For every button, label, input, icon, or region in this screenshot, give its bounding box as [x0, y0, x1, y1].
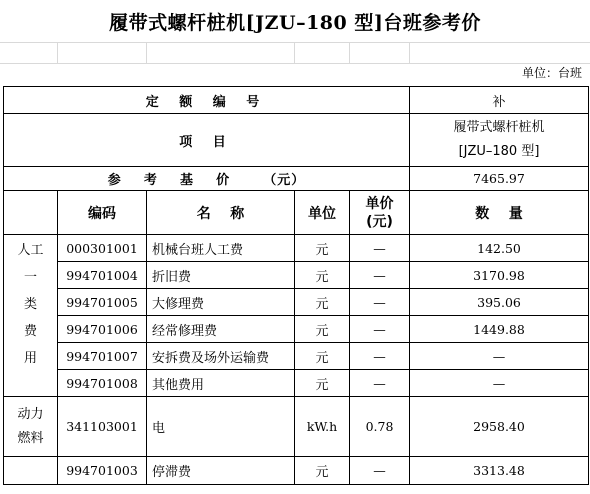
table-row	[4, 370, 589, 397]
row-name: 大修理费	[147, 289, 295, 316]
row-qty: 3170.98	[410, 262, 589, 289]
price-table	[3, 86, 589, 485]
row-unit: kW.h	[295, 397, 350, 457]
row-unit: 元	[295, 316, 350, 343]
category-char-empty	[4, 370, 58, 397]
quota-number-label: 定 额 编 号	[4, 87, 410, 114]
row-code: 341103001	[58, 397, 147, 457]
category-power-fuel-line1: 动力	[17, 406, 44, 422]
unit-label: 单位：台班	[521, 66, 582, 80]
row-name: 停滞费	[147, 457, 295, 485]
col-header-code: 编码	[58, 191, 147, 235]
row-code: 994701006	[58, 316, 147, 343]
row-price: —	[350, 235, 410, 262]
row-qty: 1449.88	[410, 316, 589, 343]
category-power-fuel	[4, 397, 58, 457]
item-value-line1: 履带式螺杆桩机	[453, 120, 545, 135]
row-name: 安拆费及场外运输费	[147, 343, 295, 370]
table-row	[4, 457, 589, 485]
col-header-unit: 单位	[295, 191, 350, 235]
col-header-name: 名 称	[147, 191, 295, 235]
row-price: —	[350, 289, 410, 316]
item-value-line2: [JZU–180 型]	[458, 144, 540, 159]
row-unit: 元	[295, 262, 350, 289]
category-char: 一	[4, 262, 58, 289]
row-price: —	[350, 316, 410, 343]
table-row	[4, 397, 589, 457]
col-header-unit-price-line2: (元)	[366, 213, 393, 230]
row-code: 994701005	[58, 289, 147, 316]
page-title: 履带式螺杆桩机[JZU–180 型]台班参考价	[109, 11, 481, 34]
category-header-empty	[4, 191, 58, 235]
row-price: —	[350, 457, 410, 485]
row-code: 994701007	[58, 343, 147, 370]
row-code: 000301001	[58, 235, 147, 262]
row-unit: 元	[295, 289, 350, 316]
category-char: 人工	[4, 235, 58, 262]
table-row	[4, 316, 589, 343]
row-unit: 元	[295, 457, 350, 485]
row-code: 994701004	[58, 262, 147, 289]
category-empty	[4, 457, 58, 485]
table-row	[4, 262, 589, 289]
column-header-row	[4, 191, 589, 235]
row-price: 0.78	[350, 397, 410, 457]
row-qty: 395.06	[410, 289, 589, 316]
row-name: 电	[147, 397, 295, 457]
category-char: 用	[4, 343, 58, 370]
row-code: 994701003	[58, 457, 147, 485]
col-header-quantity: 数 量	[410, 191, 589, 235]
row-qty: —	[410, 370, 589, 397]
row-price: —	[350, 343, 410, 370]
item-value	[410, 114, 589, 167]
category-char: 费	[4, 316, 58, 343]
category-power-fuel-line2: 燃料	[17, 430, 44, 446]
category-char: 类	[4, 289, 58, 316]
table-row	[4, 343, 589, 370]
row-qty: 3313.48	[410, 457, 589, 485]
base-price-label: 参 考 基 价 （元）	[4, 167, 410, 191]
item-row	[4, 114, 589, 167]
row-unit: 元	[295, 343, 350, 370]
row-qty: —	[410, 343, 589, 370]
row-price: —	[350, 370, 410, 397]
col-header-unit-price	[350, 191, 410, 235]
row-qty: 2958.40	[410, 397, 589, 457]
base-price-value: 7465.97	[410, 167, 589, 191]
row-qty: 142.50	[410, 235, 589, 262]
quota-number-value: 补	[410, 87, 589, 114]
row-unit: 元	[295, 370, 350, 397]
col-header-unit-price-line1: 单价	[365, 195, 394, 212]
quota-number-row	[4, 87, 589, 114]
row-price: —	[350, 262, 410, 289]
row-name: 折旧费	[147, 262, 295, 289]
row-unit: 元	[295, 235, 350, 262]
item-label: 项 目	[4, 114, 410, 167]
row-name: 其他费用	[147, 370, 295, 397]
row-code: 994701008	[58, 370, 147, 397]
row-name: 经常修理费	[147, 316, 295, 343]
table-row	[4, 289, 589, 316]
base-price-row	[4, 167, 589, 191]
table-row	[4, 235, 589, 262]
row-name: 机械台班人工费	[147, 235, 295, 262]
